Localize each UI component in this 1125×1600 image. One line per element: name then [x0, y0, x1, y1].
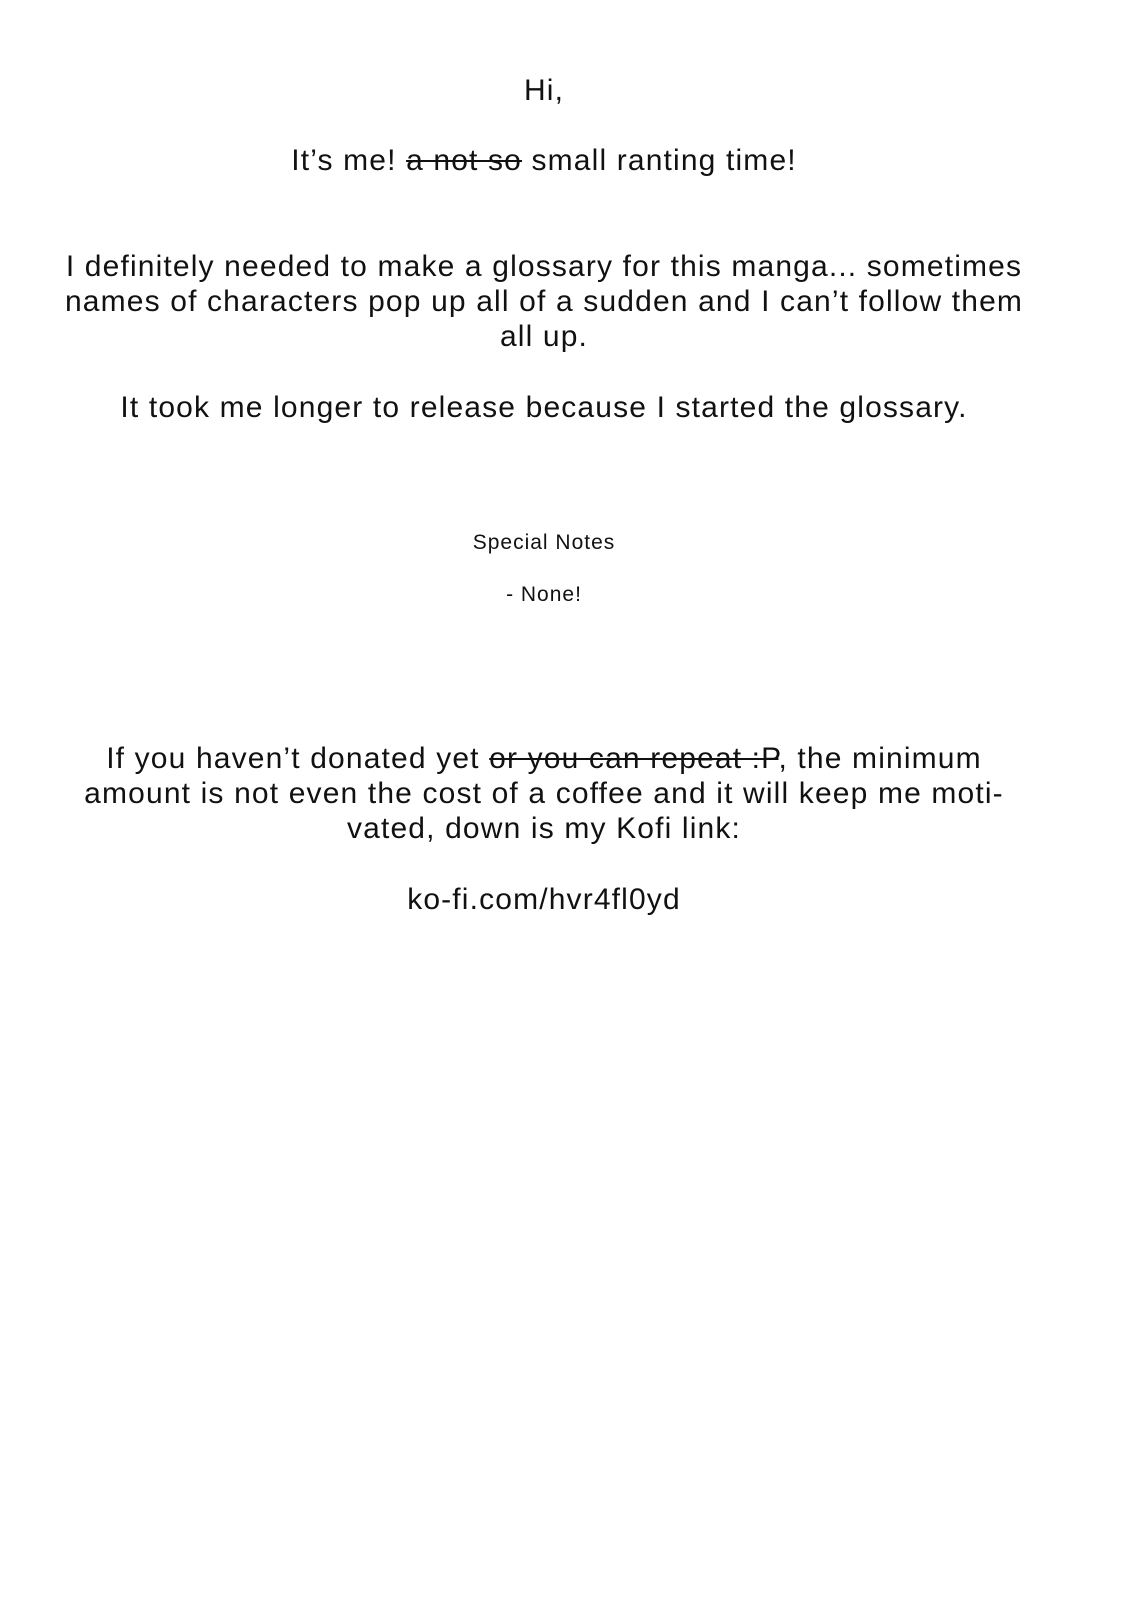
intro-text: It’s me!: [291, 144, 407, 177]
intro-struck-text: a not so: [406, 144, 523, 177]
greeting: Hi,: [523, 74, 565, 107]
intro-text-end: small ranting time!: [522, 144, 797, 177]
donation-text-end: , the minimum: [778, 742, 982, 775]
donation-text: If you haven’t donated yet: [106, 742, 490, 775]
glossary-paragraph-line: names of characters pop up all of a sudden and I can’t follow them: [64, 285, 1024, 318]
donation-line: [0, 741, 1088, 776]
donation-line: amount is not even the cost of a coffee and it will keep me moti-: [84, 777, 1004, 810]
special-notes-item: - None!: [506, 583, 582, 606]
kofi-link: ko-fi.com/hvr4fl0yd: [407, 883, 681, 916]
donation-struck-text: or you can repeat :P: [489, 742, 779, 775]
release-note: It took me longer to release because I started the glossary.: [120, 391, 968, 424]
glossary-paragraph-line: I definitely needed to make a glossary for this manga... sometimes: [65, 250, 1023, 283]
glossary-paragraph-line: all up.: [499, 320, 589, 353]
donation-line: vated, down is my Kofi link:: [346, 812, 742, 845]
special-notes-heading: Special Notes: [472, 531, 616, 554]
intro-line: [0, 143, 1088, 178]
